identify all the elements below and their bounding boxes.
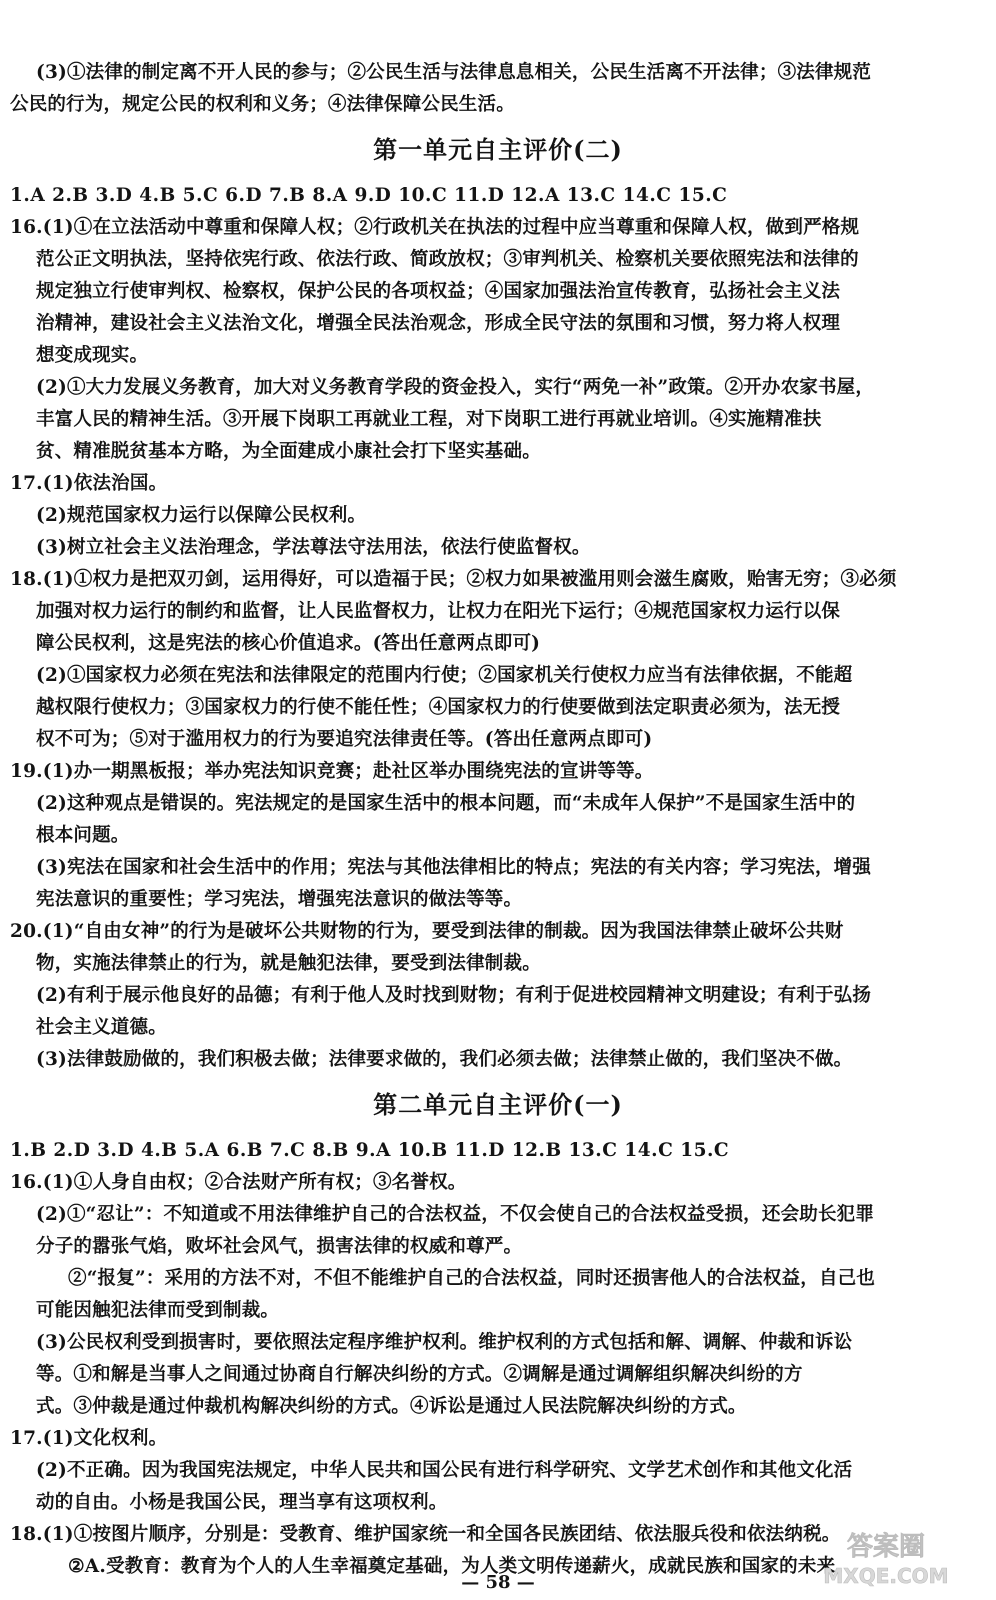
page-number: — 58 — <box>461 1572 535 1593</box>
text-line: (2)①“忍让”：不知道或不用法律维护自己的合法权益，不仅会使自己的合法权益受损，还会助长犯罪 <box>36 1204 875 1225</box>
text-line: 物，实施法律禁止的行为，就是触犯法律，要受到法律制裁。 <box>36 953 541 974</box>
text-line: ②A.受教育：教育为个人的人生幸福奠定基础，为人类文明传递薪火，成就民族和国家的未来。 <box>68 1556 854 1577</box>
unit1-choice-answers: 1.A 2.B 3.D 4.B 5.C 6.D 7.B 8.A 9.D 10.C 11.D 12.A 13.C 14.C 15.C <box>10 185 728 206</box>
text-line: 式。③仲裁是通过仲裁机构解决纠纷的方式。④诉讼是通过人民法院解决纠纷的方式。 <box>36 1396 747 1417</box>
text-line: 可能因触犯法律而受到制裁。 <box>36 1300 280 1321</box>
text-line: 加强对权力运行的制约和监督，让人民监督权力，让权力在阳光下运行；④规范国家权力运行以保 <box>36 601 841 622</box>
text-line: 想变成现实。 <box>36 345 149 366</box>
text-line: 16.(1)①在立法活动中尊重和保障人权；②行政机关在执法的过程中应当尊重和保障人权，做到严格规 <box>10 217 860 238</box>
text-line: (3)法律鼓励做的，我们积极去做；法律要求做的，我们必须去做；法律禁止做的，我们坚决不做。 <box>36 1049 853 1070</box>
text-line: 权不可为；⑤对于滥用权力的行为要追究法律责任等。(答出任意两点即可) <box>36 729 653 750</box>
text-line: (2)这种观点是错误的。宪法规定的是国家生活中的根本问题，而“未成年人保护”不是国家生活中的 <box>36 793 856 814</box>
text-line: 范公正文明执法，坚持依宪行政、依法行政、简政放权；③审判机关、检察机关要依照宪法和法律的 <box>36 249 859 270</box>
text-line: (3)宪法在国家和社会生活中的作用；宪法与其他法律相比的特点；宪法的有关内容；学习宪法，增强 <box>36 857 872 878</box>
text-line: 社会主义道德。 <box>36 1017 167 1038</box>
watermark-top-text: 答案圈 <box>846 1532 926 1562</box>
text-line: 20.(1)“自由女神”的行为是破坏公共财物的行为，要受到法律的制裁。因为我国法律禁止破坏公共财 <box>10 921 844 942</box>
text-line: 规定独立行使审判权、检察权，保护公民的各项权益；④国家加强法治宣传教育，弘扬社会主义法 <box>36 281 841 302</box>
watermark-logo <box>806 1525 966 1591</box>
unit2-choice-answers: 1.B 2.D 3.D 4.B 5.A 6.B 7.C 8.B 9.A 10.B 11.D 12.B 13.C 14.C 15.C <box>10 1140 730 1161</box>
text-line: 动的自由。小杨是我国公民，理当享有这项权利。 <box>36 1492 448 1513</box>
text-line: (2)①国家权力必须在宪法和法律限定的范围内行使；②国家机关行使权力应当有法律依据，不能超 <box>36 665 853 686</box>
text-line: (3)①法律的制定离不开人民的参与；②公民生活与法律息息相关，公民生活离不开法律；③法律规范 <box>36 62 872 83</box>
text-line: 等。①和解是当事人之间通过协商自行解决纠纷的方式。②调解是通过调解组织解决纠纷的方 <box>36 1364 803 1385</box>
text-line: 18.(1)①按图片顺序，分别是：受教育、维护国家统一和全国各民族团结、依法服兵役和依法纳税。 <box>10 1524 841 1545</box>
unit1-heading: 第一单元自主评价(二) <box>373 135 623 164</box>
text-line: 丰富人民的精神生活。③开展下岗职工再就业工程，对下岗职工进行再就业培训。④实施精准扶 <box>36 409 822 430</box>
text-line: 17.(1)文化权利。 <box>10 1428 168 1449</box>
text-line: (3)树立社会主义法治理念，学法尊法守法用法，依法行使监督权。 <box>36 537 591 558</box>
text-line: 根本问题。 <box>36 825 130 846</box>
text-line: 宪法意识的重要性；学习宪法，增强宪法意识的做法等等。 <box>36 889 523 910</box>
watermark-bottom-text: MXQE.COM <box>823 1564 949 1588</box>
text-line: 治精神，建设社会主义法治文化，增强全民法治观念，形成全民守法的氛围和习惯，努力将人权理 <box>36 313 841 334</box>
text-line: 公民的行为，规定公民的权利和义务；④法律保障公民生活。 <box>10 94 515 115</box>
text-line: 分子的嚣张气焰，败坏社会风气，损害法律的权威和尊严。 <box>36 1236 523 1257</box>
text-line: (2)①大力发展义务教育，加大对义务教育学段的资金投入，实行“两免一补”政策。②开办农家书屋， <box>36 377 875 398</box>
text-line: (2)有利于展示他良好的品德；有利于他人及时找到财物；有利于促进校园精神文明建设；有利于弘扬 <box>36 985 872 1006</box>
text-line: 19.(1)办一期黑板报；举办宪法知识竞赛；赴社区举办围绕宪法的宣讲等等。 <box>10 761 654 782</box>
text-line: ②“报复”：采用的方法不对，不但不能维护自己的合法权益，同时还损害他人的合法权益，自己也 <box>68 1268 876 1289</box>
text-line: 越权限行使权力；③国家权力的行使不能任性；④国家权力的行使要做到法定职责必须为，法无授 <box>36 697 841 718</box>
text-line: (2)不正确。因为我国宪法规定，中华人民共和国公民有进行科学研究、文学艺术创作和其他文化活 <box>36 1460 853 1481</box>
text-line: (3)公民权利受到损害时，要依照法定程序维护权利。维护权利的方式包括和解、调解、仲裁和诉讼 <box>36 1332 853 1353</box>
text-line: 障公民权利，这是宪法的核心价值追求。(答出任意两点即可) <box>36 633 541 654</box>
text-line: 贫、精准脱贫基本方略，为全面建成小康社会打下坚实基础。 <box>36 441 541 462</box>
text-line: (2)规范国家权力运行以保障公民权利。 <box>36 505 367 526</box>
unit2-heading: 第二单元自主评价(一) <box>373 1090 623 1119</box>
text-line: 17.(1)依法治国。 <box>10 473 168 494</box>
text-line: 18.(1)①权力是把双刃剑，运用得好，可以造福于民；②权力如果被滥用则会滋生腐败，贻害无穷；③必须 <box>10 569 897 590</box>
text-line: 16.(1)①人身自由权；②合法财产所有权；③名誉权。 <box>10 1172 467 1193</box>
